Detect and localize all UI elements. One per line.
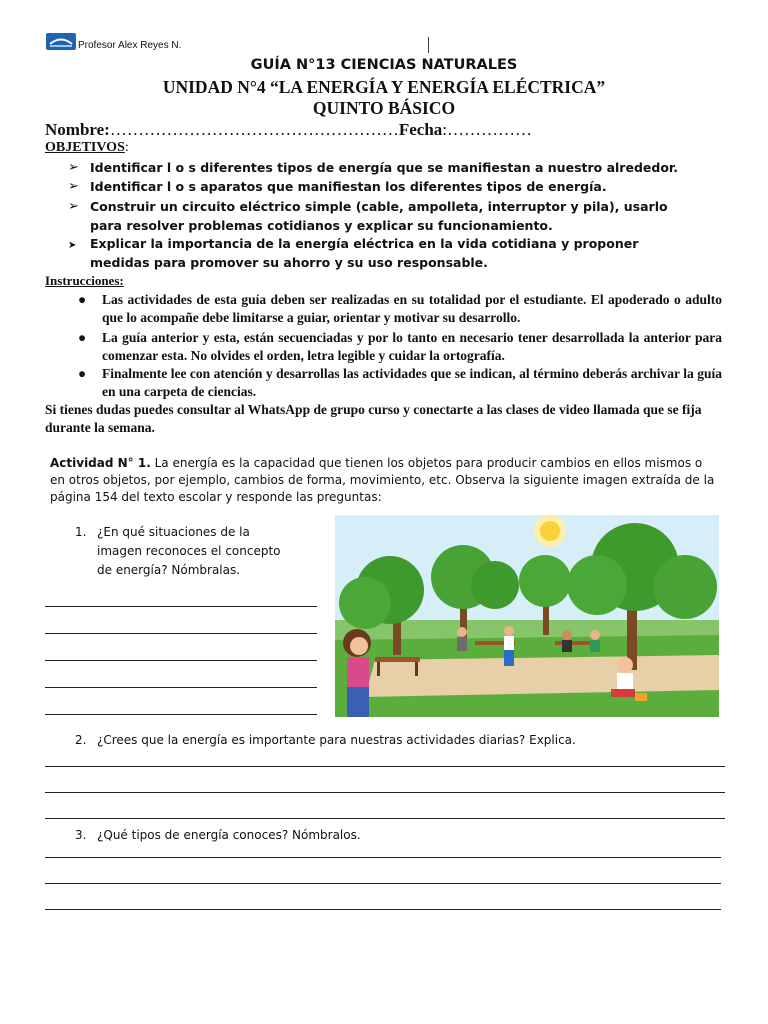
answer-line[interactable] xyxy=(45,857,721,858)
bullet-icon: ● xyxy=(78,330,87,345)
activity-label: Actividad N° 1. xyxy=(50,456,151,470)
objective-item: ➢ Identificar l o s diferentes tipos de energía que se manifiestan a nuestro alrededor. xyxy=(68,160,679,175)
bullet-icon: ● xyxy=(78,292,87,307)
instruction-item: ● Finalmente lee con atención y desarrollas las actividades que se indican, al término deberás archivar la guía en una carpeta de ciencias. xyxy=(78,366,722,399)
fecha-dots[interactable]: :…………… xyxy=(442,120,533,139)
arrow-bullet-icon: ➤ xyxy=(68,240,77,251)
answer-line[interactable] xyxy=(45,687,317,688)
answer-line[interactable] xyxy=(45,660,317,661)
answer-line[interactable] xyxy=(45,883,721,884)
activity-intro: Actividad N° 1. La energía es la capacidad que tienen los objetos para producir cambios en ellos mismos o en otros objetos, por ejemplo, cambios de forma, movimiento, etc. Observa la siguiente imagen extraída de la página 154 del texto escolar y responde las preguntas: xyxy=(50,456,715,504)
arrow-bullet-icon: ➢ xyxy=(68,179,79,194)
author-name: Profesor Alex Reyes N. xyxy=(78,40,182,51)
instructions-heading: Instrucciones: xyxy=(45,273,124,288)
bullet-icon: ● xyxy=(78,366,87,381)
arrow-bullet-icon: ➢ xyxy=(68,160,79,175)
answer-line[interactable] xyxy=(45,818,725,819)
header-divider xyxy=(428,37,429,53)
unit-title: UNIDAD N°4 “LA ENERGÍA Y ENERGÍA ELÉCTRICA” xyxy=(162,77,606,97)
objectives-heading: OBJETIVOS: xyxy=(45,140,129,155)
instruction-item: ● Las actividades de esta guía deben ser realizadas en su totalidad por el estudiante. El apoderado o adulto que lo acompañe debe limitarse a guiar, orientar y motivar su desarrollo. xyxy=(78,292,722,325)
question-3: 3. ¿Qué tipos de energía conoces? Nómbralos. xyxy=(75,828,361,842)
name-date-row[interactable] xyxy=(45,120,532,140)
question-2: 2. ¿Crees que la energía es importante para nuestras actividades diarias? Explica. xyxy=(75,733,576,747)
instruction-item: ● La guía anterior y esta, están secuenciadas y por lo tanto en necesario tener desarrollada la anterior para comenzar esta. No olvides el orden, letra legible y cuidar la ortografía. xyxy=(78,330,722,363)
answer-line[interactable] xyxy=(45,633,317,634)
arrow-bullet-icon: ➢ xyxy=(68,199,79,214)
answer-line[interactable] xyxy=(45,606,317,607)
answer-line[interactable] xyxy=(45,792,725,793)
answer-line[interactable] xyxy=(45,909,721,910)
guide-title: GUÍA N°13 CIENCIAS NATURALES xyxy=(250,57,518,73)
objective-item: ➢ Construir un circuito eléctrico simple (cable, ampolleta, interruptor y pila), usarlo para resolver problemas cotidianos y explicar su funcionamiento. xyxy=(68,199,668,233)
nombre-label: Nombre: xyxy=(45,120,110,139)
fecha-label: Fecha xyxy=(398,120,443,139)
whatsapp-note: Si tienes dudas puedes consultar al WhatsApp de grupo curso y conectarte a las clases de video llamada que se fija durante la semana. xyxy=(45,402,702,435)
park-illustration xyxy=(335,515,719,717)
school-logo-icon xyxy=(46,33,76,50)
nombre-dots[interactable]: …………………………………………… xyxy=(109,120,399,139)
grade-title: QUINTO BÁSICO xyxy=(312,98,456,118)
objective-item: ➤ Explicar la importancia de la energía eléctrica en la vida cotidiana y proponer medidas para promover su ahorro y su uso responsable. xyxy=(68,236,639,270)
objective-item: ➢ Identificar l o s aparatos que manifiestan los diferentes tipos de energía. xyxy=(68,179,607,194)
question-1: 1. ¿En qué situaciones de la imagen reconoces el concepto de energía? Nómbralas. xyxy=(75,525,281,577)
answer-line[interactable] xyxy=(45,714,317,715)
answer-line[interactable] xyxy=(45,766,725,767)
